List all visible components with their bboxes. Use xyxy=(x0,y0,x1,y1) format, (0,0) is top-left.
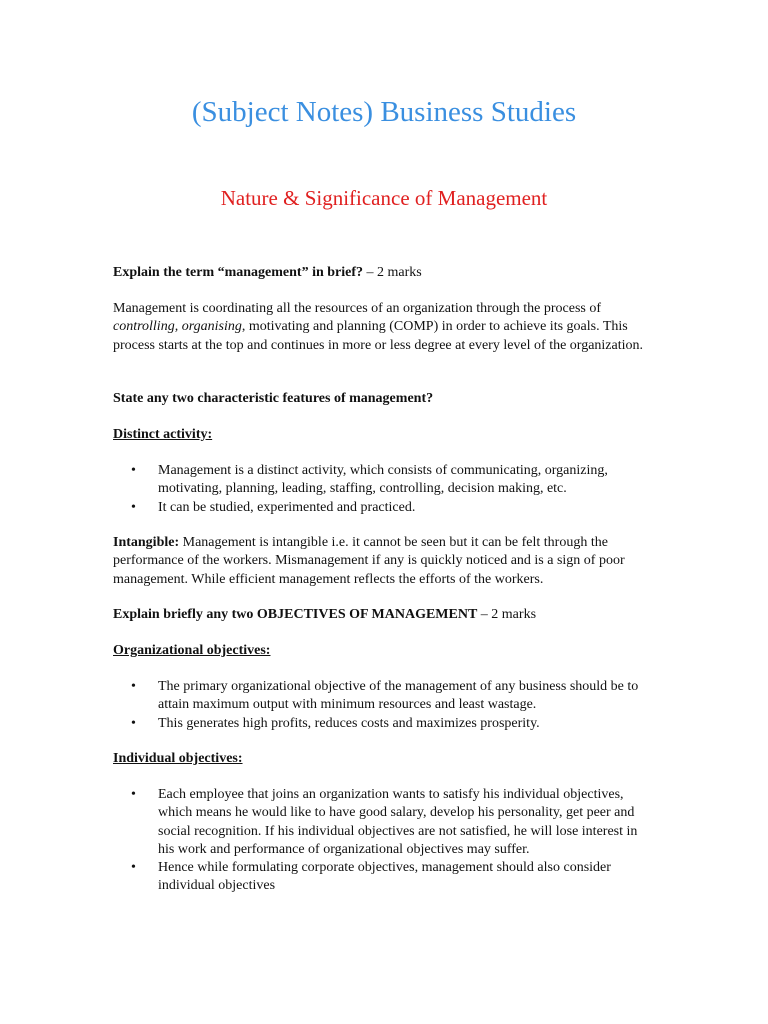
question-1-marks: – 2 marks xyxy=(363,265,422,280)
question-2 xyxy=(113,390,658,408)
heading-organizational-objectives xyxy=(113,642,658,660)
paragraph-intangible xyxy=(113,534,658,589)
question-1 xyxy=(113,264,658,282)
page-subtitle: Nature & Significance of Management xyxy=(220,186,548,210)
paragraph-italic: controlling, organising xyxy=(113,319,242,335)
intangible-label: Intangible: xyxy=(113,535,180,550)
question-3 xyxy=(113,606,658,624)
question-1-text: Explain the term “management” in brief? xyxy=(113,265,364,280)
question-3-text: Explain briefly any two OBJECTIVES OF MANAGEMENT xyxy=(113,607,478,622)
heading-distinct-activity-text: Distinct activity: xyxy=(113,427,213,442)
list-distinct-activity xyxy=(113,462,653,517)
list-item: • Hence while formulating corporate objectives, management should also consider individual objectives xyxy=(113,859,653,896)
list-item: • Management is a distinct activity, which consists of communicating, organizing, motivating, planning, leading, staffing, controlling, decision making, etc. xyxy=(113,462,653,499)
list-item: • The primary organizational objective of the management of any business should be to attain maximum output with minimum resources and least wastage. xyxy=(113,678,653,715)
page-title: (Subject Notes) Business Studies xyxy=(191,96,577,128)
paragraph-management-definition xyxy=(113,300,658,355)
intangible-text: Management is intangible i.e. it cannot be seen but it can be felt through the performance of the workers. Mismanagement if any is quickly noticed and is a sign of poor management. While efficient management reflects the efforts of the workers. xyxy=(113,535,625,587)
heading-distinct-activity xyxy=(113,426,658,444)
list-item: • This generates high profits, reduces costs and maximizes prosperity. xyxy=(113,715,653,733)
paragraph-part-a: Management is coordinating all the resources of an organization through the process of xyxy=(113,301,602,316)
paragraph-part-b: , motivating and planning (COMP) in order to achieve its goals. This process starts at the top and continues in more or less degree at every level of the organization. xyxy=(113,319,644,353)
list-organizational-objectives xyxy=(113,678,653,733)
question-3-marks: – 2 marks xyxy=(477,607,537,622)
heading-organizational-objectives-text: Organizational objectives: xyxy=(113,643,271,658)
question-2-text: State any two characteristic features of management? xyxy=(113,391,434,406)
list-item: • Each employee that joins an organization wants to satisfy his individual objectives, which means he would like to have good salary, develop his personality, get peer and social recognition. If his individual objectives are not satisfied, he will lose interest in his work and performance of organizational objectives may suffer. xyxy=(113,786,653,859)
heading-individual-objectives-text: Individual objectives: xyxy=(113,751,243,766)
heading-individual-objectives xyxy=(113,750,658,768)
list-individual-objectives xyxy=(113,786,653,896)
list-item: • It can be studied, experimented and practiced. xyxy=(113,499,653,517)
